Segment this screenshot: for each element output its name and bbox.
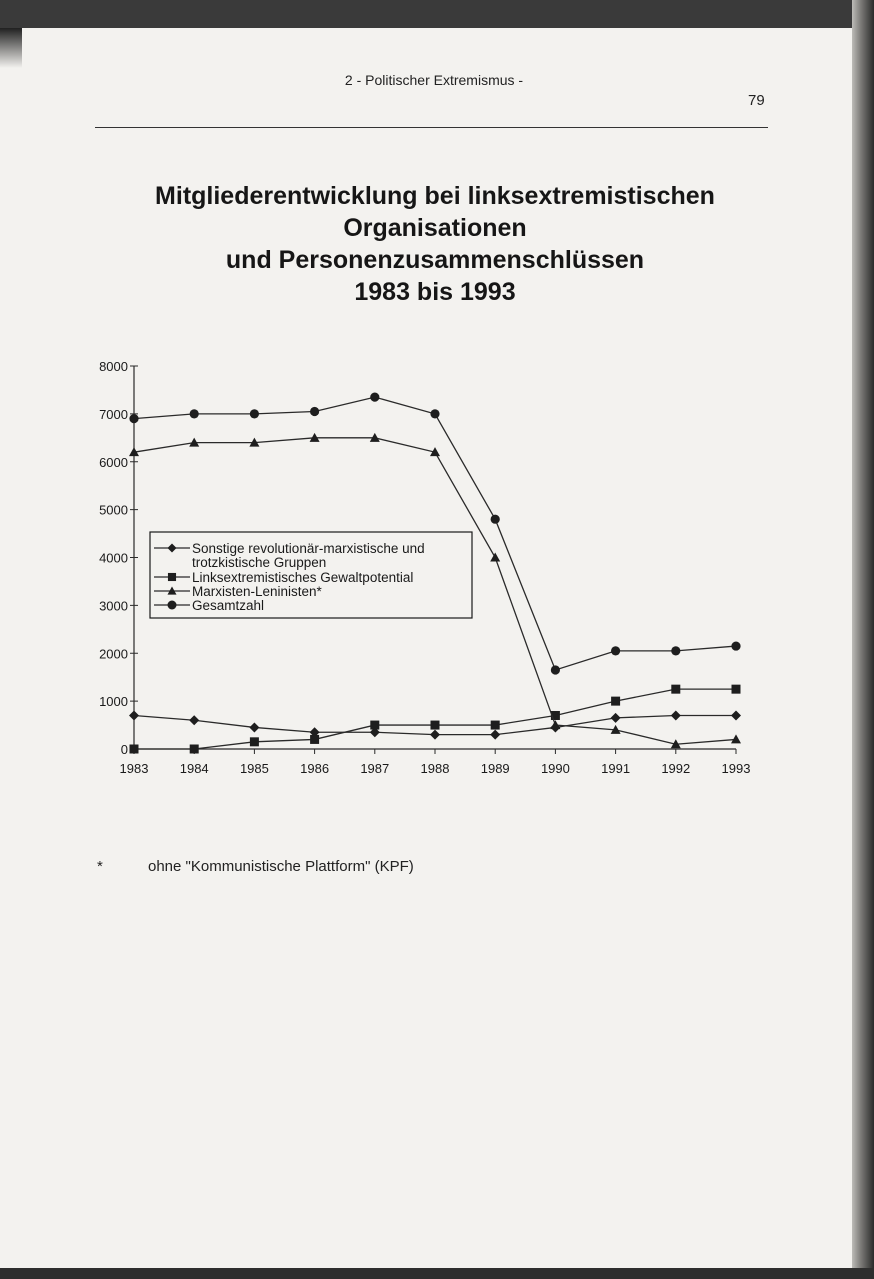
- diamond-marker: [490, 730, 500, 740]
- circle-marker: [551, 665, 560, 674]
- y-tick-label: 4000: [99, 550, 128, 566]
- square-marker: [190, 745, 199, 754]
- y-tick-label: 6000: [99, 454, 128, 470]
- circle-marker: [731, 641, 740, 650]
- circle-marker: [491, 515, 500, 524]
- triangle-marker: [490, 553, 500, 562]
- circle-marker: [430, 409, 439, 418]
- circle-marker: [129, 414, 138, 423]
- x-tick-label: 1991: [601, 761, 631, 776]
- legend-label: Gesamtzahl: [192, 598, 265, 613]
- square-marker: [168, 573, 176, 581]
- y-tick-label: 5000: [99, 502, 128, 518]
- diamond-marker: [671, 710, 681, 720]
- legend-label: trotzkistische Gruppen: [192, 555, 327, 570]
- square-marker: [732, 685, 741, 694]
- square-marker: [491, 721, 500, 730]
- x-tick-label: 1985: [239, 761, 269, 776]
- square-marker: [250, 737, 259, 746]
- circle-marker: [671, 646, 680, 655]
- x-tick-label: 1992: [661, 761, 691, 776]
- x-tick-label: 1993: [721, 761, 751, 776]
- square-marker: [310, 735, 319, 744]
- x-tick-label: 1987: [360, 761, 390, 776]
- circle-marker: [168, 601, 177, 610]
- square-marker: [611, 697, 620, 706]
- square-marker: [130, 745, 139, 754]
- triangle-marker: [550, 720, 560, 729]
- series-line: [134, 689, 736, 749]
- square-marker: [431, 721, 440, 730]
- footnote-mark: *: [97, 858, 103, 875]
- y-tick-label: 8000: [99, 359, 128, 374]
- diamond-marker: [129, 710, 139, 720]
- x-tick-label: 1986: [300, 761, 330, 776]
- y-tick-label: 1000: [99, 694, 128, 710]
- x-tick-label: 1983: [119, 761, 149, 776]
- circle-marker: [370, 393, 379, 402]
- chart-legend: [150, 532, 472, 618]
- circle-marker: [250, 409, 259, 418]
- chart-title: Mitgliederentwicklung bei linksextremistischen Organisationen und Personenzusammenschlüssen 1983 bis 1993: [155, 182, 715, 306]
- diamond-marker: [611, 713, 621, 723]
- diamond-marker: [731, 710, 741, 720]
- x-tick-label: 1984: [179, 761, 209, 776]
- diamond-marker: [430, 730, 440, 740]
- diamond-marker: [249, 722, 259, 732]
- y-tick-label: 3000: [99, 598, 128, 614]
- legend-label: Marxisten-Leninisten*: [192, 584, 322, 599]
- square-marker: [370, 721, 379, 730]
- footnote-text: ohne "Kommunistische Plattform" (KPF): [148, 858, 414, 875]
- y-tick-label: 0: [120, 742, 128, 757]
- circle-marker: [310, 407, 319, 416]
- legend-label: Sonstige revolutionär-marxistische und: [192, 541, 425, 556]
- x-tick-label: 1988: [420, 761, 450, 776]
- series-square: [130, 685, 741, 754]
- triangle-marker: [731, 734, 741, 743]
- legend-label: Linksextremistisches Gewaltpotential: [192, 570, 414, 585]
- y-tick-label: 2000: [99, 646, 128, 662]
- x-tick-label: 1990: [540, 761, 570, 776]
- square-marker: [671, 685, 680, 694]
- y-tick-label: 7000: [99, 406, 128, 422]
- circle-marker: [611, 646, 620, 655]
- diamond-marker: [189, 715, 199, 725]
- running-header: 2 - Politischer Extremismus -: [344, 72, 524, 88]
- page-number: 79: [748, 92, 765, 109]
- circle-marker: [190, 409, 199, 418]
- x-tick-label: 1989: [480, 761, 510, 776]
